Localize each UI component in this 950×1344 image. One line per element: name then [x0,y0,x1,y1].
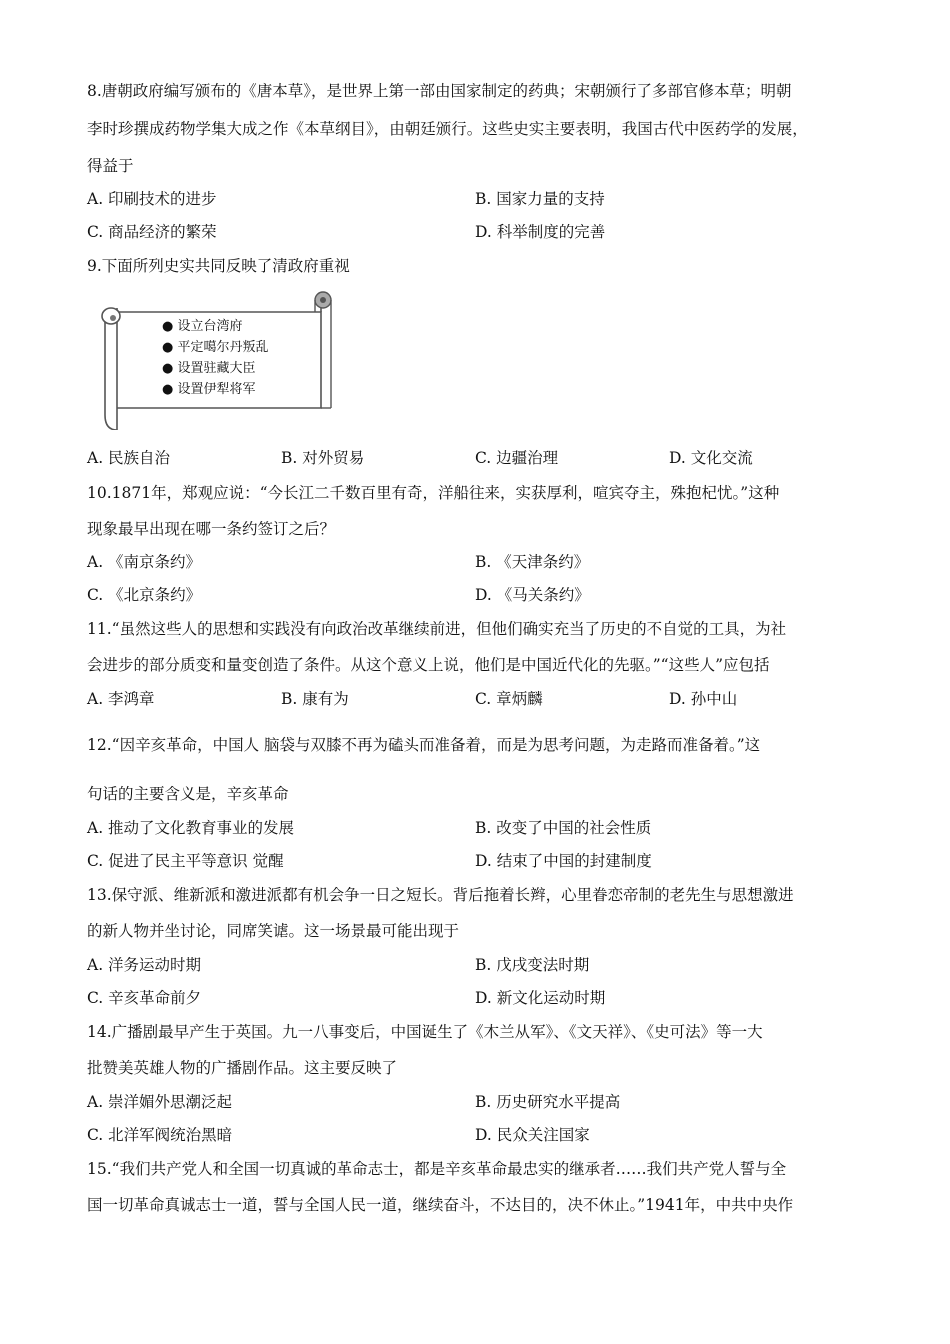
q12-option-a: A. 推动了文化教育事业的发展 [87,819,295,837]
q13-option-a: A. 洋务运动时期 [87,956,202,974]
scroll-item-3: ● 设置驻藏大臣 [162,361,256,376]
q14-option-a: A. 崇洋媚外思潮泛起 [87,1093,233,1111]
q8-option-d: D. 科举制度的完善 [475,223,606,241]
q12-option-c: C. 促进了民主平等意识 觉醒 [87,852,284,870]
q9-option-d: D. 文化交流 [669,449,753,467]
q14-stem-line2: 批赞美英雄人物的广播剧作品。这主要反映了 [87,1059,398,1077]
q12-option-d: D. 结束了中国的封建制度 [475,852,652,870]
q11-option-a: A. 李鸿章 [87,690,155,708]
q8-stem-line1: 8.唐朝政府编写颁布的《唐本草》，是世界上第一部由国家制定的药典；宋朝颁行了多部官修本草；明朝 [87,82,792,100]
scroll-item-list [162,316,268,400]
q8-stem-line2: 李时珍撰成药物学集大成之作《本草纲目》，由朝廷颁行。这些史实主要表明，我国古代中医药学的发展， [87,120,808,138]
q8-option-a: A. 印刷技术的进步 [87,190,217,208]
q10-option-c: C. 《北京条约》 [87,586,202,604]
q10-option-b: B. 《天津条约》 [475,553,590,571]
q9-option-c: C. 边疆治理 [475,449,559,467]
q8-option-b: B. 国家力量的支持 [475,190,605,208]
q13-option-d: D. 新文化运动时期 [475,989,606,1007]
q11-option-d: D. 孙中山 [669,690,738,708]
scroll-item-4: ● 设置伊犁将军 [162,382,256,397]
q12-stem-line1: 12.“因辛亥革命，中国人 脑袋与双膝不再为磕头而准备着，而是为思考问题，为走路而准备着。”这 [87,736,761,754]
q9-option-b: B. 对外贸易 [281,449,365,467]
q15-stem-line2: 国一切革命真诚志士一道，誓与全国人民一道，继续奋斗，不达目的，决不休止。”1941年，中共中央作 [87,1196,794,1214]
q14-option-c: C. 北洋军阀统治黑暗 [87,1126,233,1144]
scroll-item-2: ● 平定噶尔丹叛乱 [162,340,269,355]
q10-stem-line2: 现象最早出现在哪一条约签订之后？ [87,520,336,538]
q9-stem-line1: 9.下面所列史实共同反映了清政府重视 [87,257,350,275]
q10-option-d: D. 《马关条约》 [475,586,590,604]
q10-option-a: A. 《南京条约》 [87,553,202,571]
q11-option-c: C. 章炳麟 [475,690,543,708]
q15-stem-line1: 15.“我们共产党人和全国一切真诚的革命志士，都是辛亥革命最忠实的继承者……我们共产党人誓与全 [87,1160,787,1178]
q11-option-b: B. 康有为 [281,690,349,708]
q14-stem-line1: 14.广播剧最早产生于英国。九一八事变后，中国诞生了《木兰从军》、《文天祥》、《史可法》等一大 [87,1023,763,1041]
q13-option-b: B. 戊戌变法时期 [475,956,590,974]
q10-stem-line1: 10.1871年，郑观应说：“今长江二千数百里有奇，洋船往来，实获厚利，喧宾夺主，殊抱杞忧。”这种 [87,484,780,502]
q13-option-c: C. 辛亥革命前夕 [87,989,202,1007]
q14-option-d: D. 民众关注国家 [475,1126,590,1144]
q11-stem-line1: 11.“虽然这些人的思想和实践没有向政治改革继续前进，但他们确实充当了历史的不自觉的工具，为社 [87,620,787,638]
q12-option-b: B. 改变了中国的社会性质 [475,819,652,837]
q8-stem-line3: 得益于 [87,157,134,175]
q11-stem-line2: 会进步的部分质变和量变创造了条件。从这个意义上说，他们是中国近代化的先驱。”“这些人”应包括 [87,656,770,674]
q13-stem-line2: 的新人物并坐讨论，同席笑谑。这一场景最可能出现于 [87,922,460,940]
q13-stem-line1: 13.保守派、维新派和激进派都有机会争一日之短长。背后拖着长辫，心里眷恋帝制的老先生与思想激进 [87,886,794,904]
q14-option-b: B. 历史研究水平提高 [475,1093,621,1111]
q12-stem-line2: 句话的主要含义是，辛亥革命 [87,785,289,803]
q9-option-a: A. 民族自治 [87,449,171,467]
scroll-item-1: ● 设立台湾府 [162,319,243,334]
q8-option-c: C. 商品经济的繁荣 [87,223,217,241]
